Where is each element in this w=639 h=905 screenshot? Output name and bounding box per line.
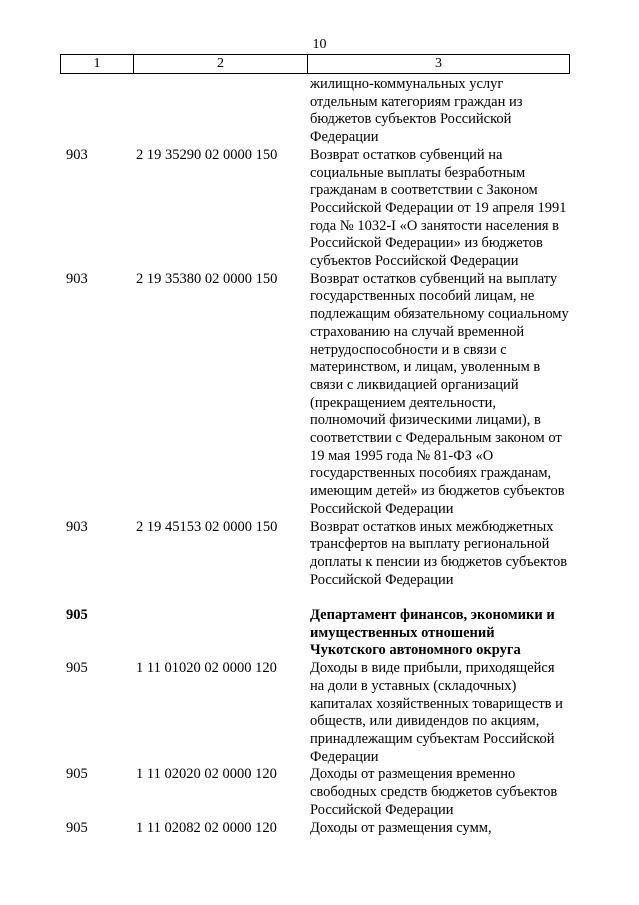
table-row bbox=[60, 271, 580, 519]
description-cell bbox=[305, 660, 580, 766]
table-row bbox=[60, 76, 580, 147]
description-line: государственных пособиях гражданам, bbox=[310, 465, 552, 482]
description-line: соответствии с Федеральным законом от bbox=[310, 430, 562, 447]
admin-code: 903 bbox=[66, 518, 88, 535]
description-line: жилищно-коммунальных услуг bbox=[310, 76, 504, 92]
description-line: бюджетов субъектов Российской bbox=[310, 111, 512, 128]
budget-code: 2 19 35380 02 0000 150 bbox=[136, 270, 278, 287]
table-body bbox=[60, 76, 580, 837]
description-line: свободных средств бюджетов субъектов bbox=[310, 784, 558, 801]
description-line: 19 мая 1995 года № 81-ФЗ «О bbox=[310, 447, 494, 464]
description-line: (прекращением деятельности, bbox=[310, 394, 496, 411]
description-line: Федерации bbox=[310, 748, 379, 765]
description-line: материнством, и лицам, уволенным в bbox=[310, 359, 541, 376]
admin-code: 903 bbox=[66, 146, 88, 163]
description-line: года № 1032-I «О занятости населения в bbox=[310, 217, 560, 234]
description-cell bbox=[305, 76, 580, 147]
description-line: Доходы от размещения временно bbox=[310, 766, 516, 783]
budget-code: 1 11 01020 02 0000 120 bbox=[136, 660, 277, 677]
header-col-1: 1 bbox=[61, 55, 134, 73]
description-line: принадлежащим субъектам Российской bbox=[310, 731, 555, 747]
budget-code: 2 19 45153 02 0000 150 bbox=[136, 518, 278, 535]
description-line: Российской Федерации bbox=[310, 571, 454, 588]
section-title bbox=[305, 607, 580, 660]
description-line: Российской Федерации от 19 апреля 1991 bbox=[310, 199, 567, 216]
description-line: социальные выплаты безработным bbox=[310, 164, 526, 181]
admin-code: 905 bbox=[66, 660, 88, 677]
table-row bbox=[60, 147, 580, 271]
description-line: отдельным категориям граждан из bbox=[310, 93, 523, 110]
table-row bbox=[60, 519, 580, 590]
description-line: капиталах хозяйственных товариществ и bbox=[310, 695, 563, 712]
section-title-line: Чукотского автономного округа bbox=[310, 642, 521, 659]
section-admin-code: 905 bbox=[66, 607, 88, 624]
description-line: обществ, или дивидендов по акциям, bbox=[310, 713, 540, 730]
admin-code: 903 bbox=[66, 270, 88, 287]
table-header bbox=[60, 54, 570, 74]
header-col-3: 3 bbox=[435, 56, 442, 71]
description-line: полномочий физическими лицами), в bbox=[310, 412, 541, 429]
description-line: гражданам в соответствии с Законом bbox=[310, 182, 538, 199]
description-cell bbox=[305, 147, 580, 271]
description-line: имеющим детей» из бюджетов субъектов bbox=[310, 483, 565, 500]
description-cell bbox=[305, 820, 580, 838]
description-line: связи с ликвидацией организаций bbox=[310, 376, 519, 393]
section-title-line: имущественных отношений bbox=[310, 624, 495, 641]
description-cell bbox=[305, 271, 580, 519]
section-title-line: Департамент финансов, экономики и bbox=[310, 607, 555, 624]
description-line: на доли в уставных (складочных) bbox=[310, 677, 517, 694]
header-col-2: 2 bbox=[134, 55, 308, 73]
description-cell bbox=[305, 766, 580, 819]
description-line: доплаты к пенсии из бюджетов субъектов bbox=[310, 553, 568, 570]
description-line: подлежащим обязательному социальному bbox=[310, 306, 569, 323]
admin-code: 905 bbox=[66, 766, 88, 783]
table-row bbox=[60, 820, 580, 838]
admin-code: 905 bbox=[66, 819, 88, 836]
description-line: трансфертов на выплату региональной bbox=[310, 536, 550, 553]
description-line: государственных пособий лицам, не bbox=[310, 288, 535, 305]
description-line: субъектов Российской Федерации bbox=[310, 253, 519, 270]
budget-code: 1 11 02082 02 0000 120 bbox=[136, 819, 277, 836]
description-cell bbox=[305, 519, 580, 590]
description-line: Возврат остатков субвенций на выплату bbox=[310, 270, 558, 287]
budget-code: 1 11 02020 02 0000 120 bbox=[136, 766, 277, 783]
description-line: Российской Федерации bbox=[310, 801, 454, 818]
description-line: Российской Федерации» из бюджетов bbox=[310, 235, 543, 252]
description-line: Возврат остатков субвенций на bbox=[310, 146, 503, 163]
table-row bbox=[60, 766, 580, 819]
description-line: страхованию на случай временной bbox=[310, 323, 525, 340]
description-line: Доходы от размещения сумм, bbox=[310, 819, 492, 836]
page-number: 10 bbox=[312, 37, 327, 52]
table-row bbox=[60, 660, 580, 766]
section-row bbox=[60, 607, 580, 660]
budget-code: 2 19 35290 02 0000 150 bbox=[136, 146, 278, 163]
description-line: Российской Федерации bbox=[310, 500, 454, 517]
description-line: нетрудоспособности и в связи с bbox=[310, 341, 507, 358]
description-line: Федерации bbox=[310, 129, 379, 146]
description-line: Доходы в виде прибыли, приходящейся bbox=[310, 660, 555, 677]
description-line: Возврат остатков иных межбюджетных bbox=[310, 518, 554, 535]
